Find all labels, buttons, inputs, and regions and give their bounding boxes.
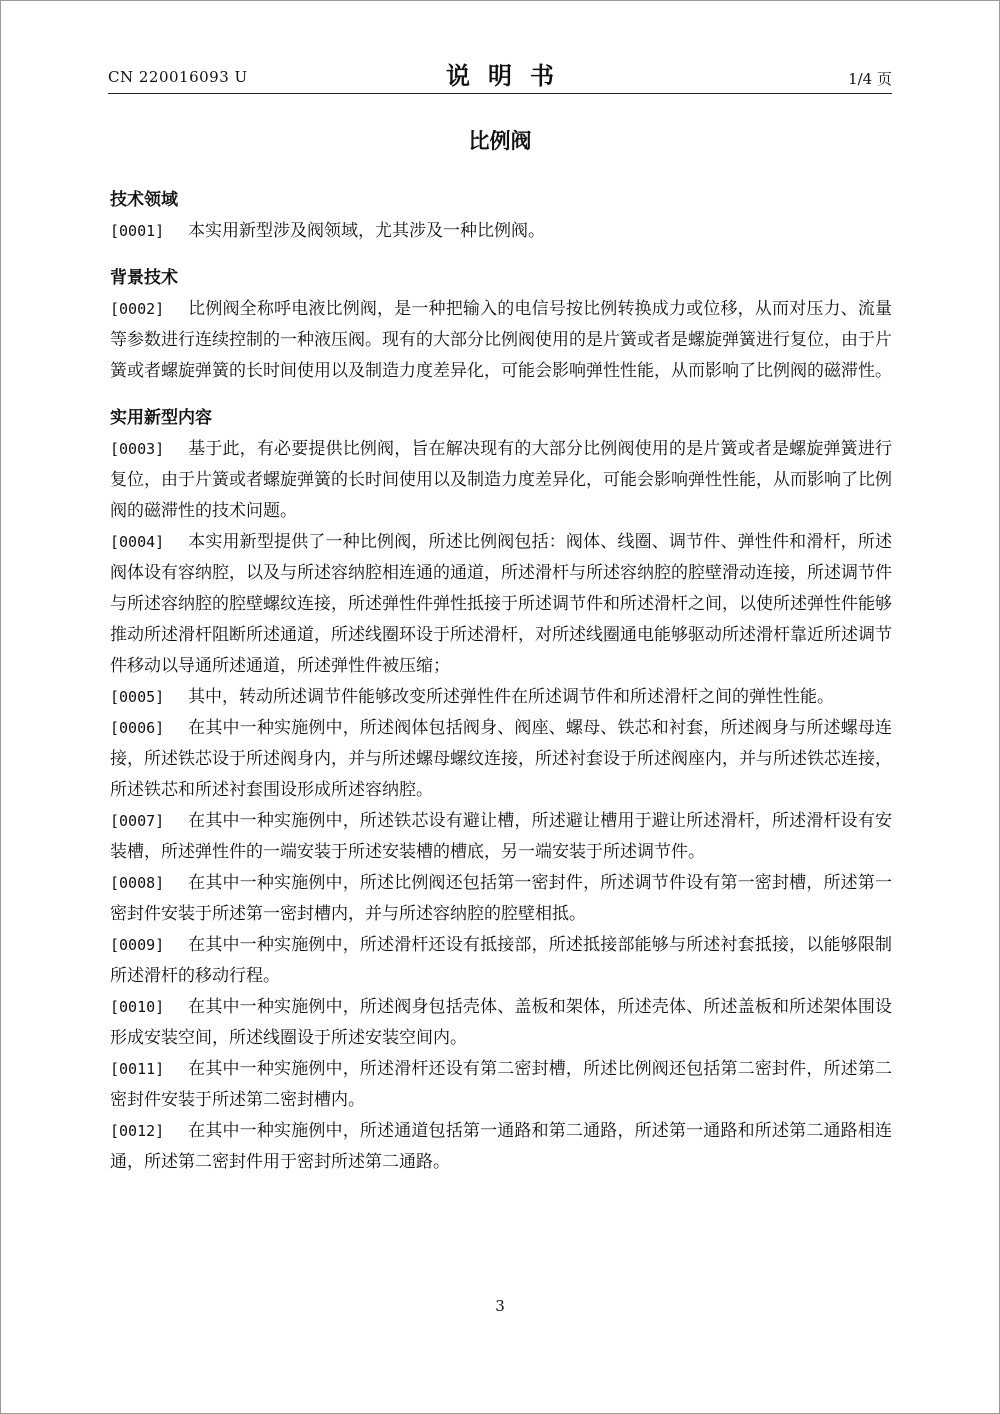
paragraph-text: 在其中一种实施例中，所述阀身包括壳体、盖板和架体，所述壳体、所述盖板和所述架体围设形成安装空间，所述线圈设于所述安装空间内。: [110, 997, 892, 1048]
paragraph-text: 在其中一种实施例中，所述滑杆还设有抵接部，所述抵接部能够与所述衬套抵接，以能够限制所述滑杆的移动行程。: [110, 935, 892, 986]
paragraph: [110, 294, 892, 387]
section-heading: 背景技术: [110, 268, 178, 288]
paragraph-number: [0012]: [110, 1122, 165, 1140]
paragraph: [110, 1054, 892, 1116]
paragraph: [110, 992, 892, 1054]
paragraph: [110, 806, 892, 868]
document-body: [110, 185, 892, 1178]
section-gap: [110, 247, 892, 263]
paragraph: [110, 1116, 892, 1178]
paragraph-number: [0005]: [110, 688, 165, 706]
paragraph: [110, 682, 892, 713]
page-number: 3: [495, 1297, 505, 1315]
paragraph-number: [0001]: [110, 222, 165, 240]
paragraph-number: [0004]: [110, 533, 165, 551]
document-title: 比例阀: [468, 129, 532, 153]
paragraph-text: 在其中一种实施例中，所述滑杆还设有第二密封槽，所述比例阀还包括第二密封件，所述第二密封件安装于所述第二密封槽内。: [110, 1059, 892, 1110]
paragraph-text: 在其中一种实施例中，所述通道包括第一通路和第二通路，所述第一通路和所述第二通路相连通，所述第二密封件用于密封所述第二通路。: [110, 1121, 892, 1172]
paragraph-number: [0003]: [110, 440, 165, 458]
paragraph: [110, 216, 892, 247]
section-heading: 实用新型内容: [110, 408, 212, 428]
paragraph: [110, 434, 892, 527]
paragraph-text: 本实用新型提供了一种比例阀，所述比例阀包括：阀体、线圈、调节件、弹性件和滑杆，所述阀体设有容纳腔，以及与所述容纳腔相连通的通道，所述滑杆与所述容纳腔的腔壁滑动连接，所述调节件与所述容纳腔的腔壁螺纹连接，所述弹性件弹性抵接于所述调节件和所述滑杆之间，以使所述弹性件能够推动所述滑杆阻断所述通道，所述线圈环设于所述滑杆，对所述线圈通电能够驱动所述滑杆靠近所述调节件移动以导通所述通道，所述弹性件被压缩；: [110, 532, 892, 676]
paragraph-number: [0011]: [110, 1060, 165, 1078]
paragraph-text: 在其中一种实施例中，所述铁芯设有避让槽，所述避让槽用于避让所述滑杆，所述滑杆设有安装槽，所述弹性件的一端安装于所述安装槽的槽底，另一端安装于所述调节件。: [110, 811, 892, 862]
paragraph: [110, 930, 892, 992]
paragraph-text: 比例阀全称呼电液比例阀，是一种把输入的电信号按比例转换成力或位移，从而对压力、流量等参数进行连续控制的一种液压阀。现有的大部分比例阀使用的是片簧或者是螺旋弹簧进行复位，由于片簧或者螺旋弹簧的长时间使用以及制造力度差异化，可能会影响弹性性能，从而影响了比例阀的磁滞性。: [110, 299, 892, 381]
paragraph-number: [0010]: [110, 998, 165, 1016]
paragraph-number: [0009]: [110, 936, 165, 954]
paragraph: [110, 713, 892, 806]
publication-number: CN 220016093 U: [108, 68, 248, 86]
section-heading: 技术领域: [110, 190, 178, 210]
paragraph-number: [0008]: [110, 874, 165, 892]
page-info: 1/4 页: [848, 70, 892, 88]
page-header: [108, 56, 892, 92]
paragraph-text: 在其中一种实施例中，所述阀体包括阀身、阀座、螺母、铁芯和衬套，所述阀身与所述螺母连接，所述铁芯设于所述阀身内，并与所述螺母螺纹连接，所述衬套设于所述阀座内，并与所述铁芯连接，所述铁芯和所述衬套围设形成所述容纳腔。: [110, 718, 892, 800]
paragraph-number: [0002]: [110, 300, 165, 318]
paragraph-text: 本实用新型涉及阀领域，尤其涉及一种比例阀。: [188, 221, 545, 241]
paragraph-text: 其中，转动所述调节件能够改变所述弹性件在所述调节件和所述滑杆之间的弹性性能。: [188, 687, 834, 707]
paragraph: [110, 868, 892, 930]
paragraph-text: 基于此，有必要提供比例阀，旨在解决现有的大部分比例阀使用的是片簧或者是螺旋弹簧进行复位，由于片簧或者螺旋弹簧的长时间使用以及制造力度差异化，可能会影响弹性性能，从而影响了比例阀的磁滞性的技术问题。: [110, 439, 892, 521]
header-rule: [108, 93, 892, 94]
section-gap: [110, 387, 892, 403]
document-type: 说明书: [446, 61, 572, 90]
paragraph-text: 在其中一种实施例中，所述比例阀还包括第一密封件，所述调节件设有第一密封槽，所述第一密封件安装于所述第一密封槽内，并与所述容纳腔的腔壁相抵。: [110, 873, 892, 924]
paragraph-number: [0006]: [110, 719, 165, 737]
paragraph: [110, 527, 892, 682]
paragraph-number: [0007]: [110, 812, 165, 830]
